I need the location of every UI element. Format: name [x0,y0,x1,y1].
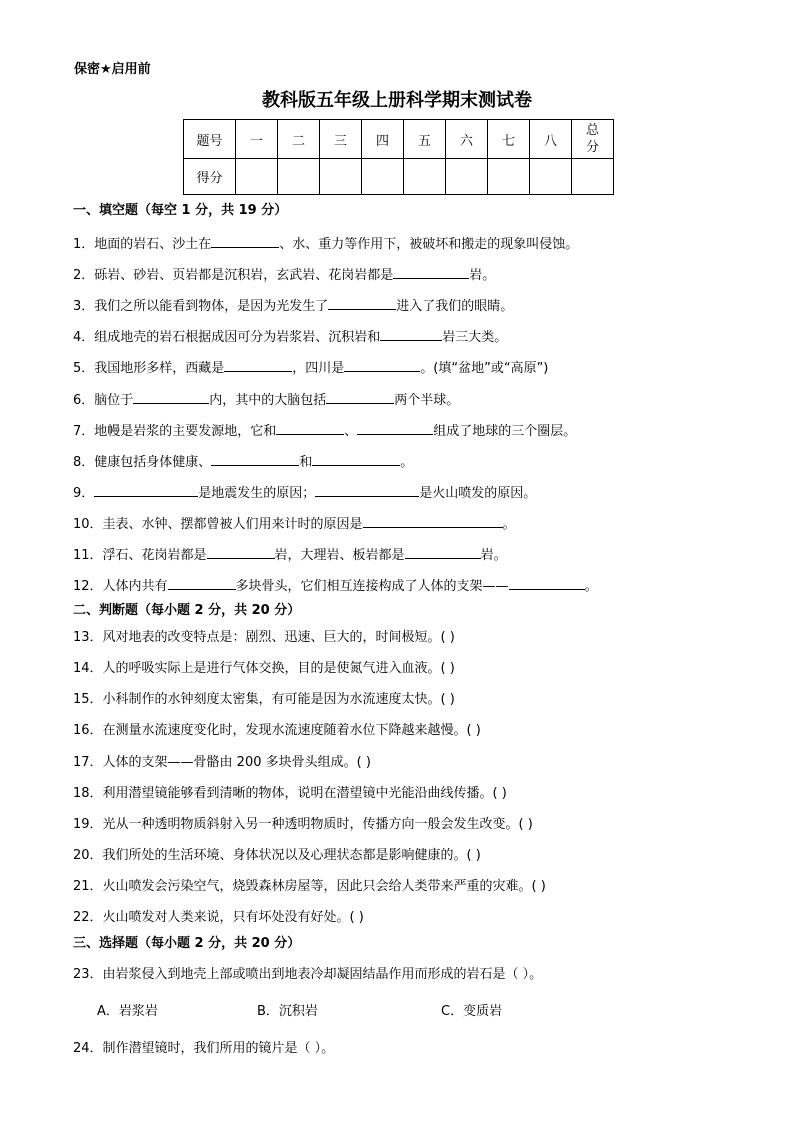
answer-blank[interactable] [405,546,481,559]
score-input-cell[interactable] [362,159,404,195]
score-table-cell: 得分 [184,159,236,195]
question-8: 8．健康包括身体健康、 和 。 [73,455,414,470]
question-19: 19．光从一种透明物质斜射入另一种透明物质时，传播方向一般会发生改变。( ) [73,817,533,832]
section-heading: 三、选择题（每小题 2 分，共 20 分） [73,936,301,951]
question-18: 18．利用潜望镜能够看到清晰的物体，说明在潜望镜中光能沿曲线传播。( ) [73,786,507,801]
option-a[interactable]: A．岩浆岩 [97,1004,158,1019]
answer-blank[interactable] [133,391,209,404]
score-table-total-cell [572,120,614,159]
answer-blank[interactable] [94,484,198,497]
score-table-cell: 一 [236,120,278,159]
score-input-cell[interactable] [236,159,278,195]
answer-blank[interactable] [326,391,394,404]
question-24: 24．制作潜望镜时，我们所用的镜片是（ ）。 [73,1041,335,1056]
total-char: 分 [585,140,599,155]
question-13: 13．风对地表的改变特点是：剧烈、迅速、巨大的，时间极短。( ) [73,630,455,645]
score-table-cell: 二 [278,120,320,159]
answer-blank[interactable] [211,453,299,466]
score-table-header-row [184,120,614,159]
question-12: 12．人体内共有 多块骨头，它们相互连接构成了人体的支架—— 。 [73,579,598,594]
answer-blank[interactable] [315,484,419,497]
question-4: 4．组成地壳的岩石根据成因可分为岩浆岩、沉积岩和 岩三大类。 [73,330,508,345]
option-b[interactable]: B．沉积岩 [257,1004,318,1019]
question-9: 9． 是地震发生的原因； 是火山喷发的原因。 [73,486,537,501]
answer-blank[interactable] [357,422,433,435]
score-input-cell[interactable] [530,159,572,195]
question-2: 2．砾岩、砂岩、页岩都是沉积岩，玄武岩、花岗岩都是 岩。 [73,268,496,283]
answer-blank[interactable] [312,453,400,466]
answer-blank[interactable] [393,266,469,279]
answer-blank[interactable] [344,359,420,372]
score-input-cell[interactable] [278,159,320,195]
score-table-cell: 四 [362,120,404,159]
score-table-cell: 三 [320,120,362,159]
total-char: 总 [585,123,599,138]
score-table-cell: 题号 [184,120,236,159]
score-input-cell[interactable] [572,159,614,195]
question-14: 14．人的呼吸实际上是进行气体交换，目的是使氮气进入血液。( ) [73,661,455,676]
score-input-cell[interactable] [320,159,362,195]
score-table-cell: 五 [404,120,446,159]
answer-blank[interactable] [363,515,503,528]
question-15: 15．小科制作的水钟刻度太密集，有可能是因为水流速度太快。( ) [73,692,455,707]
question-22: 22．火山喷发对人类来说，只有坏处没有好处。( ) [73,910,364,925]
question-11: 11．浮石、花岗岩都是 岩，大理岩、板岩都是 岩。 [73,548,507,563]
question-5: 5．我国地形多样，西藏是 ，四川是 。(填“盆地”或“高原”) [73,361,549,376]
question-21: 21．火山喷发会污染空气，烧毁森林房屋等，因此只会给人类带来严重的灾难。( ) [73,879,546,894]
question-3: 3．我们之所以能看到物体，是因为光发生了 进入了我们的眼睛。 [73,299,514,314]
confidential-label: 保密★启用前 [74,62,151,77]
question-7: 7．地幔是岩浆的主要发源地，它和 、 组成了地球的三个圈层。 [73,424,577,439]
answer-blank[interactable] [224,359,292,372]
score-table-cell: 六 [446,120,488,159]
answer-blank[interactable] [207,546,275,559]
page-title: 教科版五年级上册科学期末测试卷 [262,90,532,111]
score-table-cell: 八 [530,120,572,159]
answer-blank[interactable] [168,577,236,590]
question-1: 1．地面的岩石、沙土在 、水、重力等作用下，被破坏和搬走的现象叫侵蚀。 [73,237,579,252]
score-input-cell[interactable] [404,159,446,195]
answer-blank[interactable] [509,577,585,590]
score-table-cell: 七 [488,120,530,159]
question-10: 10．圭表、水钟、摆都曾被人们用来计时的原因是 。 [73,517,516,532]
section-heading: 一、填空题（每空 1 分，共 19 分） [73,203,288,218]
section-heading: 二、判断题（每小题 2 分，共 20 分） [73,603,301,618]
question-20: 20．我们所处的生活环境、身体状况以及心理状态都是影响健康的。( ) [73,848,481,863]
answer-blank[interactable] [328,297,396,310]
score-table [183,119,614,195]
question-17: 17．人体的支架——骨骼由 200 多块骨头组成。( ) [73,755,371,770]
score-input-cell[interactable] [488,159,530,195]
answer-blank[interactable] [211,235,279,248]
question-23: 23．由岩浆侵入到地壳上部或喷出到地表冷却凝固结晶作用而形成的岩石是（ ）。 [73,967,543,982]
answer-blank[interactable] [276,422,344,435]
answer-blank[interactable] [380,328,442,341]
score-table-score-row [184,159,614,195]
question-16: 16．在测量水流速度变化时，发现水流速度随着水位下降越来越慢。( ) [73,723,481,738]
option-c[interactable]: C．变质岩 [441,1004,503,1019]
question-6: 6．脑位于 内，其中的大脑包括 两个半球。 [73,393,460,408]
score-input-cell[interactable] [446,159,488,195]
